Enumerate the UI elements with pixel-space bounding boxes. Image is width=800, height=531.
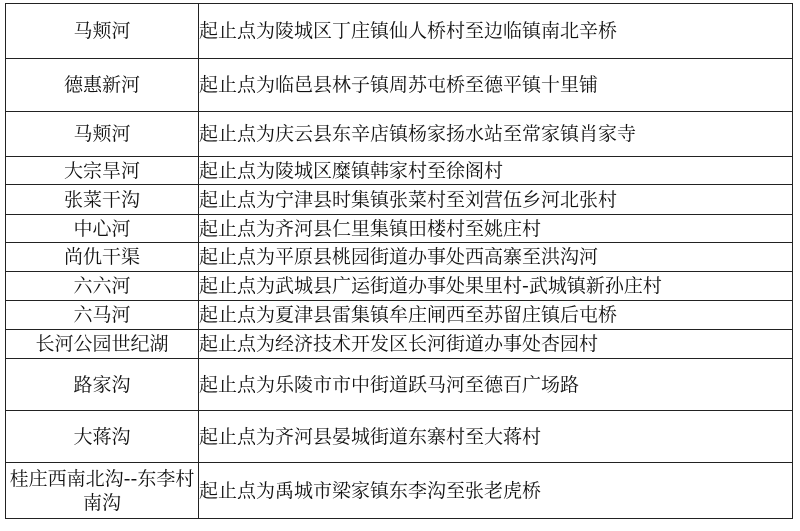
table-row	[6, 411, 793, 463]
river-section: 起止点为夏津县雷集镇牟庄闸西至苏留庄镇后屯桥	[199, 301, 793, 330]
river-section: 起止点为齐河县仁里集镇田楼村至姚庄村	[199, 215, 793, 243]
river-section: 起止点为宁津县时集镇张菜村至刘营伍乡河北张村	[199, 185, 793, 215]
river-name: 大宗旱河	[6, 157, 199, 185]
river-section: 起止点为禹城市梁家镇东李沟至张老虎桥	[199, 463, 793, 519]
river-name: 长河公园世纪湖	[6, 330, 199, 359]
river-name: 德惠新河	[6, 59, 199, 112]
table-row	[6, 243, 793, 272]
river-section: 起止点为齐河县晏城街道东寨村至大蒋村	[199, 411, 793, 463]
river-name: 马颊河	[6, 4, 199, 59]
river-name: 张菜干沟	[6, 185, 199, 215]
river-name: 大蒋沟	[6, 411, 199, 463]
table-row	[6, 185, 793, 215]
river-name: 中心河	[6, 215, 199, 243]
table-row	[6, 359, 793, 411]
river-name: 桂庄西南北沟--东李村南沟	[6, 463, 199, 519]
river-section: 起止点为陵城区糜镇韩家村至徐阁村	[199, 157, 793, 185]
table-row	[6, 59, 793, 112]
table-row	[6, 215, 793, 243]
river-name: 尚仇干渠	[6, 243, 199, 272]
river-name: 六六河	[6, 272, 199, 301]
table-row	[6, 330, 793, 359]
table-row	[6, 157, 793, 185]
river-name: 六马河	[6, 301, 199, 330]
river-section: 起止点为临邑县林子镇周苏屯桥至德平镇十里铺	[199, 59, 793, 112]
river-section: 起止点为庆云县东辛店镇杨家扬水站至常家镇肖家寺	[199, 112, 793, 157]
river-section: 起止点为陵城区丁庄镇仙人桥村至边临镇南北辛桥	[199, 4, 793, 59]
table-row	[6, 272, 793, 301]
table-row	[6, 301, 793, 330]
river-table	[5, 3, 793, 519]
table-row	[6, 463, 793, 519]
river-section: 起止点为乐陵市市中街道跃马河至德百广场路	[199, 359, 793, 411]
table-row	[6, 4, 793, 59]
river-name: 马颊河	[6, 112, 199, 157]
river-section: 起止点为武城县广运街道办事处果里村-武城镇新孙庄村	[199, 272, 793, 301]
table-row	[6, 112, 793, 157]
river-section: 起止点为平原县桃园街道办事处西高寨至洪沟河	[199, 243, 793, 272]
river-name: 路家沟	[6, 359, 199, 411]
river-section: 起止点为经济技术开发区长河街道办事处杏园村	[199, 330, 793, 359]
river-table-body	[6, 4, 793, 519]
